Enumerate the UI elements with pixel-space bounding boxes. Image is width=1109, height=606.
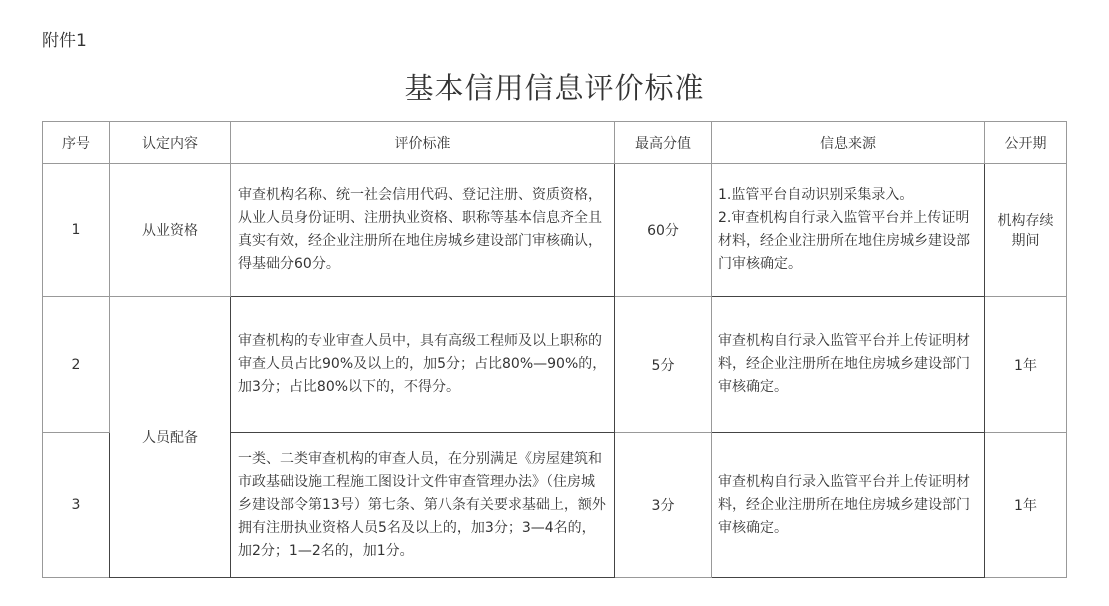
row-period: 机构存续期间 — [985, 164, 1067, 297]
row-max-score: 60分 — [615, 164, 712, 297]
evaluation-criteria-table — [42, 121, 1067, 578]
page-title: 基本信用信息评价标准 — [404, 71, 705, 105]
row-period: 1年 — [985, 297, 1067, 433]
row-content: 从业资格 — [110, 164, 231, 297]
header-max-score: 最高分值 — [615, 122, 712, 164]
row-number: 3 — [43, 433, 110, 578]
row-source: 审查机构自行录入监管平台并上传证明材料，经企业注册所在地住房城乡建设部门审核确定。 — [712, 433, 985, 578]
header-source: 信息来源 — [712, 122, 985, 164]
source-line: 1.监管平台自动识别采集录入。 — [718, 187, 914, 203]
row-content: 人员配备 — [110, 297, 231, 578]
row-criteria: 审查机构名称、统一社会信用代码、登记注册、资质资格，从业人员身份证明、注册执业资格、职称等基本信息齐全且真实有效，经企业注册所在地住房城乡建设部门审核确认，得基础分60分。 — [231, 164, 615, 297]
row-criteria: 一类、二类审查机构的审查人员，在分别满足《房屋建筑和市政基础设施工程施工图设计文件审查管理办法》（住房城乡建设部令第13号）第七条、第八条有关要求基础上，额外拥有注册执业资格人员5名及以上的，加3分；3—4名的，加2分；1—2名的，加1分。 — [231, 433, 615, 578]
row-max-score: 5分 — [615, 297, 712, 433]
header-criteria: 评价标准 — [231, 122, 615, 164]
table-header-row — [43, 122, 1067, 164]
header-no: 序号 — [43, 122, 110, 164]
row-criteria: 审查机构的专业审查人员中，具有高级工程师及以上职称的审查人员占比90%及以上的，加5分；占比80%—90%的，加3分；占比80%以下的，不得分。 — [231, 297, 615, 433]
attachment-label: 附件1 — [42, 31, 87, 51]
row-source: 审查机构自行录入监管平台并上传证明材料，经企业注册所在地住房城乡建设部门审核确定。 — [712, 297, 985, 433]
row-number: 2 — [43, 297, 110, 433]
row-source — [712, 164, 985, 297]
table-row — [43, 164, 1067, 297]
row-max-score: 3分 — [615, 433, 712, 578]
header-period: 公开期 — [985, 122, 1067, 164]
header-content: 认定内容 — [110, 122, 231, 164]
table-row — [43, 297, 1067, 433]
source-line: 2.审查机构自行录入监管平台并上传证明材料，经企业注册所在地住房城乡建设部门审核确定。 — [718, 210, 970, 272]
row-period: 1年 — [985, 433, 1067, 578]
row-number: 1 — [43, 164, 110, 297]
